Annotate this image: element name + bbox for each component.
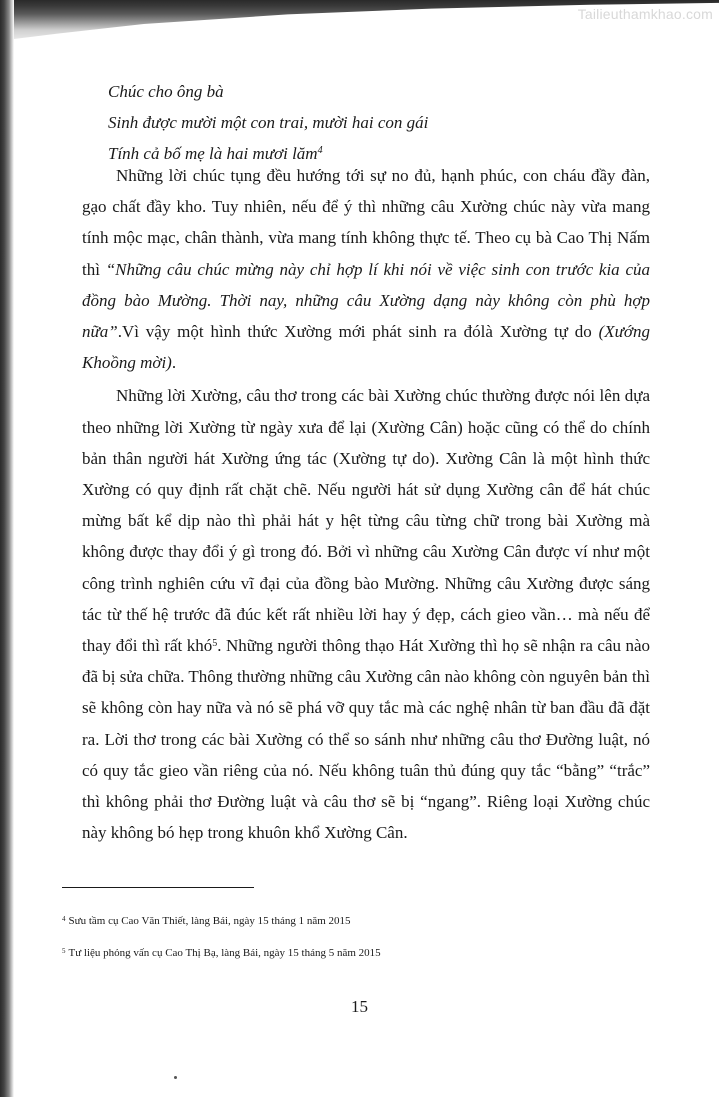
scan-shadow-left (0, 0, 14, 1097)
paragraph-1-term: (Xướng Khoồng mời) (82, 322, 650, 373)
poem-line-1: Chúc cho ông bà (108, 82, 224, 101)
page-number: 15 (351, 997, 368, 1016)
paragraph-1-intro: Những lời chúc tụng đều hướng tới sự no đủ, hạnh phúc, con cháu đầy đàn, gạo chất đầy kho. Tuy nhiên, nếu để ý thì những câu Xường chúc này vừa mang tính mộc mạc, chân thành, vừa mang tính không thực tế. Theo cụ bà Cao Thị Nấm thì (82, 166, 650, 279)
footnote-number: 4 (62, 915, 66, 923)
footnote-text: Sưu tầm cụ Cao Văn Thiết, làng Bái, ngày 15 tháng 1 năm 2015 (68, 915, 351, 927)
scan-speck (174, 1076, 177, 1079)
paragraph-1 (82, 160, 650, 378)
paragraph-2-part-2: . Những người thông thạo Hát Xường thì họ sẽ nhận ra câu nào đã bị sửa chữa. Thông thường những câu Xường cân nào không còn nguyên bản thì sẽ không còn hay nữa và nó sẽ phá vỡ quy tắc mà các nghệ nhân từ ban đầu đã đặt ra. Lời thơ trong các bài Xường có thể so sánh như những câu thơ Đường luật, nó có quy tắc gieo vần riêng của nó. Nếu không tuân thủ đúng quy tắc “bằng” “trắc” thì không phải thơ Đường luật và câu thơ sẽ bị “ngang”. Riêng loại Xường chúc này không bó hẹp trong khuôn khổ Xường Cân. (82, 636, 651, 843)
body-text (82, 160, 650, 850)
footnote-4 (62, 914, 662, 928)
watermark: Tailieuthamkhao.com (577, 6, 713, 22)
paragraph-2-part-1: Những lời Xường, câu thơ trong các bài Xường chúc thường được nói lên dựa theo những lời Xường từ ngày xưa để lại (Xường Cân) hoặc cũng có thể do chính bản thân người hát Xường ứng tác (Xường tự do). Xường Cân là một hình thức Xường có quy định rất chặt chẽ. Nếu người hát sử dụng Xường cân để hát chúc mừng bất kể dịp nào thì phải hát y hệt từng câu từng chữ trong bài Xường mà không được thay đổi ý gì trong đó. Bởi vì những câu Xường Cân được ví như một công trình nghiên cứu vĩ đại của đồng bào Mường. Những câu Xường được sáng tác từ thế hệ trước đã đúc kết rất nhiều lời hay ý đẹp, cách gieo vần… mà nếu để thay đổi thì rất khó (82, 386, 650, 656)
paragraph-1-end: . (171, 353, 177, 373)
poem-line-3-text: Tính cả bố mẹ là hai mươi lăm (108, 144, 318, 163)
footnote-5 (62, 946, 662, 960)
footnote-ref-5: 5 (212, 638, 218, 650)
poem-line-2: Sinh được mười một con trai, mười hai con gái (108, 113, 429, 132)
paragraph-1-quote: “Những câu chúc mừng này chỉ hợp lí khi nói về việc sinh con trước kia của đồng bào Mường. Thời nay, những câu Xường dạng này không còn phù hợp nữa” (82, 259, 650, 342)
footnote-text: Tư liệu phỏng vấn cụ Cao Thị Bạ, làng Bái, ngày 15 tháng 5 năm 2015 (68, 947, 381, 959)
paragraph-2 (82, 380, 650, 848)
footnote-ref-4: 4 (317, 145, 323, 156)
footnote-number: 5 (62, 947, 66, 955)
poem-excerpt (108, 76, 668, 169)
footnote-separator (62, 887, 254, 888)
paragraph-1-continuation: .Vì vậy một hình thức Xường mới phát sinh ra đólà Xường tự do (117, 322, 599, 342)
